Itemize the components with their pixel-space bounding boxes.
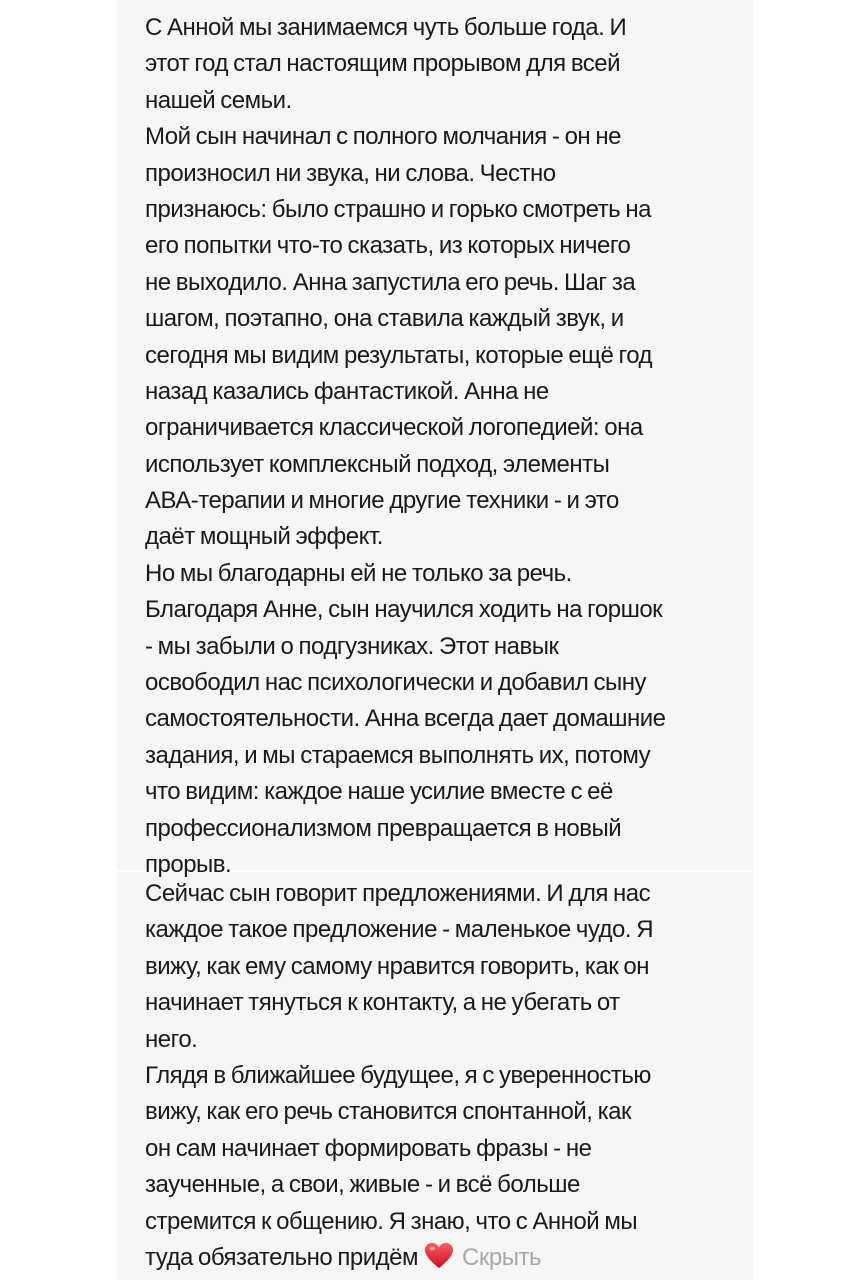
review-top-text-line: его попытки что-то сказать, из которых ничего bbox=[145, 232, 631, 260]
hide-review-link[interactable]: Скрыть bbox=[462, 1243, 541, 1271]
review-last-line bbox=[145, 1240, 745, 1276]
review-top-text-line: задания, и мы стараемся выполнять их, потому bbox=[145, 741, 651, 769]
review-bottom-text-line: вижу, как его речь становится спонтанной, как bbox=[145, 1098, 631, 1126]
review-bottom-text-line: Глядя в ближайшее будущее, я с уверенностью bbox=[145, 1061, 651, 1089]
review-top-text-line: даёт мощный эффект. bbox=[145, 523, 383, 551]
review-bottom-text-line: начинает тянуться к контакту, а не убегать от bbox=[145, 989, 620, 1017]
review-top-text-line: профессионализмом превращается в новый bbox=[145, 814, 622, 842]
review-top-text-line: С Анной мы занимаемся чуть больше года. И bbox=[145, 14, 627, 41]
review-top-text-line: что видим: каждое наше усилие вместе с её bbox=[145, 778, 613, 806]
review-top-text-line: Но мы благодарны ей не только за речь. bbox=[145, 559, 572, 587]
review-top-text-line: Благодаря Анне, сын научился ходить на горшок bbox=[145, 596, 663, 624]
review-top-text-line: Мой сын начинал с полного молчания - он не bbox=[145, 123, 621, 151]
review-top-text-line: произносил ни звука, ни слова. Честно bbox=[145, 159, 556, 187]
review-text-top bbox=[145, 10, 745, 883]
review-top-text-line: освободил нас психологически и добавил сыну bbox=[145, 669, 647, 697]
review-text-bottom bbox=[145, 876, 745, 1276]
review-top-text-line: ограничивается классической логопедией: она bbox=[145, 414, 643, 442]
review-top-text-line: использует комплексный подход, элементы bbox=[145, 450, 610, 478]
review-bottom-text-line: он сам начинает формировать фразы - не bbox=[145, 1134, 592, 1162]
review-top-text-line: - мы забыли о подгузниках. Этот навык bbox=[145, 632, 559, 660]
review-bottom-text-line: стремится к общению. Я знаю, что с Анной мы bbox=[145, 1207, 638, 1235]
red-heart-icon bbox=[424, 1242, 454, 1270]
review-top-text-line: шагом, поэтапно, она ставила каждый звук, и bbox=[145, 305, 624, 333]
review-top-text-line: этот год стал настоящим прорывом для всей bbox=[145, 50, 621, 78]
review-top-text-line: признаюсь: было страшно и горько смотреть на bbox=[145, 195, 651, 223]
review-top-text-line: нашей семьи. bbox=[145, 86, 292, 114]
review-bottom-text-line: каждое такое предложение - маленькое чудо. Я bbox=[145, 916, 654, 944]
review-top-text-line: АВА-терапии и многие другие техники - и это bbox=[145, 487, 619, 515]
review-top-text-line: не выходило. Анна запустила его речь. Шаг за bbox=[145, 268, 636, 296]
review-top-text-line: самостоятельности. Анна всегда дает домашние bbox=[145, 705, 666, 733]
review-top-text-line: прорыв. bbox=[145, 850, 232, 878]
review-bottom-text-line: вижу, как ему самому нравится говорить, как он bbox=[145, 952, 649, 980]
review-last-line-text: туда обязательно придём bbox=[145, 1243, 419, 1271]
review-bottom-text-line: Сейчас сын говорит предложениями. И для нас bbox=[145, 880, 651, 907]
review-top-text-line: назад казались фантастикой. Анна не bbox=[145, 377, 549, 405]
review-top-text-line: сегодня мы видим результаты, которые ещё год bbox=[145, 341, 653, 369]
review-bottom-text-line: заученные, а свои, живые - и всё больше bbox=[145, 1171, 580, 1199]
review-bottom-text-line: него. bbox=[145, 1025, 198, 1053]
